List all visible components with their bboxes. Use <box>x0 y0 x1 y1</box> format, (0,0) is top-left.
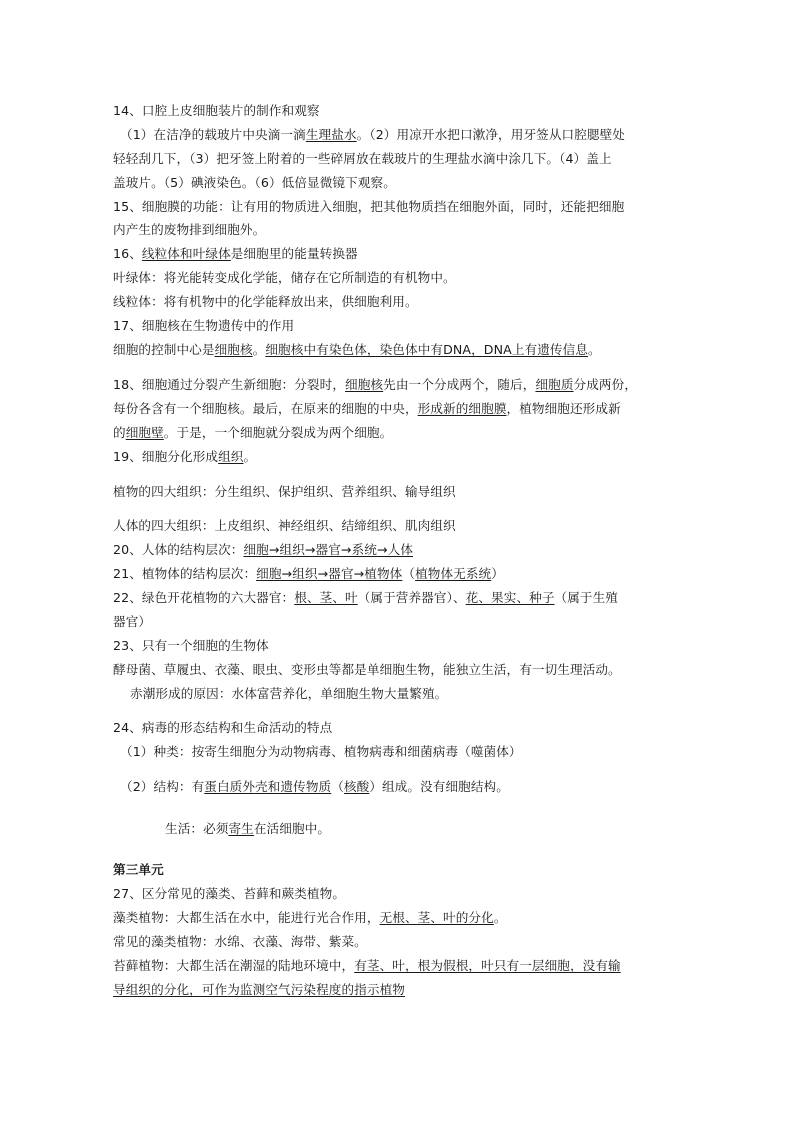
text-segment: 21、植物体的结构层次： <box>113 566 257 581</box>
text-segment: （属于营养器官）、 <box>357 590 466 605</box>
text-segment: 人体的四大组织：上皮组织、神经组织、结缔组织、肌肉组织 <box>113 518 456 533</box>
underlined-text: 细胞核 <box>214 342 253 357</box>
text-line <box>113 958 683 974</box>
text-segment: 是细胞里的能量转换器 <box>230 246 358 261</box>
text-line <box>113 862 683 878</box>
text-line <box>120 779 690 795</box>
text-line <box>113 542 683 558</box>
text-segment: 的 <box>113 425 126 440</box>
text-segment: 每份各含有一个细胞核。最后，在原来的细胞的中央， <box>113 401 418 416</box>
text-segment: 15、细胞膜的功能：让有用的物质进入细胞，把其他物质挡在细胞外面，同时，还能把细胞 <box>113 199 625 214</box>
text-line <box>113 318 683 334</box>
underlined-text: 根、茎、叶 <box>294 590 358 605</box>
text-line <box>113 401 683 417</box>
text-line <box>113 151 683 167</box>
text-line <box>113 982 683 998</box>
text-segment: 20、人体的结构层次： <box>113 542 244 557</box>
text-segment: 轻轻刮几下，（3）把牙签上附着的一些碎屑放在载玻片的生理盐水滴中涂几下。（4）盖上 <box>113 151 612 166</box>
text-segment: 。 <box>588 342 601 357</box>
text-segment: 叶绿体：将光能转变成化学能，储存在它所制造的有机物中。 <box>113 270 456 285</box>
underlined-text: 细胞质 <box>535 377 574 392</box>
text-segment: 22、绿色开花植物的六大器官： <box>113 590 295 605</box>
text-segment: ） <box>491 566 504 581</box>
text-segment: 27、区分常见的藻类、苔藓和蕨类植物。 <box>113 886 346 901</box>
text-line <box>113 518 683 534</box>
text-segment: ）组成。没有细胞结构。 <box>369 779 509 794</box>
underlined-text: 花、果实、种子 <box>465 590 555 605</box>
text-segment: 酵母菌、草履虫、衣藻、眼虫、变形虫等都是单细胞生物，能独立生活，有一切生理活动。 <box>113 662 621 677</box>
text-segment: 生活：必须 <box>165 821 229 836</box>
text-line <box>113 270 683 286</box>
text-segment: 19、细胞分化形成 <box>113 449 219 464</box>
text-segment: 。（2）用凉开水把口漱净，用牙签从口腔腮壁处 <box>356 127 625 142</box>
text-segment: 。 <box>243 449 257 464</box>
underlined-text: 细胞→组织→器官→植物体 <box>256 566 403 581</box>
text-line <box>113 175 683 191</box>
text-line <box>113 934 683 950</box>
text-segment: 细胞的控制中心是 <box>113 342 215 357</box>
underlined-text: 生理盐水 <box>305 127 357 142</box>
underlined-text: 组织 <box>218 449 244 464</box>
text-segment: 。 <box>493 910 507 925</box>
text-segment: （ <box>402 566 416 581</box>
underlined-text: 有茎、叶，根为假根，叶只有一层细胞，没有输 <box>354 958 621 973</box>
underlined-text: 寄生 <box>228 821 254 836</box>
text-segment: 在活细胞中。 <box>253 821 331 836</box>
text-line <box>120 744 690 760</box>
text-segment: 。于是，一个细胞就分裂成为两个细胞。 <box>163 425 393 440</box>
underlined-text: 导组织的分化，可作为监测空气污染程度的指示植物 <box>113 982 405 997</box>
underlined-text: 细胞→组织→器官→系统→人体 <box>243 542 414 557</box>
text-line <box>113 449 683 465</box>
text-line <box>113 910 683 926</box>
text-segment: 盖玻片。（5）碘液染色。（6）低倍显微镜下观察。 <box>113 175 396 190</box>
underlined-text: 蛋白质外壳和遗传物质 <box>204 779 332 794</box>
text-segment: 23、只有一个细胞的生物体 <box>113 638 269 653</box>
text-segment: 14、口腔上皮细胞装片的制作和观察 <box>113 103 320 118</box>
underlined-text: 细胞核 <box>345 377 384 392</box>
underlined-text: 核酸 <box>343 779 370 794</box>
text-segment: 17、细胞核在生物遗传中的作用 <box>113 318 295 333</box>
underlined-text: 线粒体和叶绿体 <box>141 246 231 261</box>
text-line <box>113 720 683 736</box>
underlined-text: 细胞核中有染色体，染色体中有DNA，DNA上有遗传信息 <box>265 342 588 357</box>
text-segment: （属于生殖 <box>554 590 618 605</box>
text-line <box>113 662 683 678</box>
underlined-text: 植物体无系统 <box>415 566 492 581</box>
underlined-text: 细胞壁 <box>125 425 164 440</box>
text-line <box>113 886 683 902</box>
text-segment: 植物的四大组织：分生组织、保护组织、营养组织、输导组织 <box>113 484 456 499</box>
text-line <box>113 342 683 358</box>
text-line <box>113 614 683 630</box>
text-line <box>130 686 700 702</box>
text-segment: 分成两份， <box>573 377 638 392</box>
text-line <box>113 566 683 582</box>
text-line <box>113 425 683 441</box>
text-line <box>113 246 683 262</box>
text-line <box>113 377 683 393</box>
text-line <box>113 484 683 500</box>
text-segment: 第三单元 <box>113 862 164 877</box>
text-segment: 器官） <box>113 614 152 629</box>
text-segment: 常见的藻类植物：水绵、衣藻、海带、紫菜。 <box>113 934 367 949</box>
text-segment: （ <box>331 779 344 794</box>
text-line <box>120 127 690 143</box>
text-segment: 苔藓植物：大都生活在潮湿的陆地环境中， <box>113 958 355 973</box>
text-segment: （1）在洁净的载玻片中央滴一滴 <box>120 127 306 142</box>
text-segment: （1）种类：按寄生细胞分为动物病毒、植物病毒和细菌病毒（噬菌体） <box>120 744 522 759</box>
underlined-text: 形成新的细胞膜 <box>417 401 507 416</box>
text-line <box>165 821 735 837</box>
text-segment: 内产生的废物排到细胞外。 <box>113 222 266 237</box>
text-line <box>113 294 683 310</box>
text-segment: 18、细胞通过分裂产生新细胞：分裂时， <box>113 377 346 392</box>
text-segment: 24、病毒的形态结构和生命活动的特点 <box>113 720 333 735</box>
text-segment: 线粒体：将有机物中的化学能释放出来，供细胞利用。 <box>113 294 418 309</box>
text-segment: 。 <box>252 342 266 357</box>
text-line <box>113 222 683 238</box>
text-line <box>113 638 683 654</box>
text-segment: 赤潮形成的原因：水体富营养化，单细胞生物大量繁殖。 <box>130 686 448 701</box>
underlined-text: 无根、茎、叶的分化 <box>379 910 494 925</box>
text-segment: ，植物细胞还形成新 <box>506 401 621 416</box>
text-line <box>113 590 683 606</box>
text-segment: 先由一个分成两个，随后， <box>383 377 536 392</box>
text-segment: 16、 <box>113 246 142 261</box>
text-segment: 藻类植物：大都生活在水中，能进行光合作用， <box>113 910 380 925</box>
text-line <box>113 199 683 215</box>
text-segment: （2）结构：有 <box>120 779 205 794</box>
text-line <box>113 103 683 119</box>
